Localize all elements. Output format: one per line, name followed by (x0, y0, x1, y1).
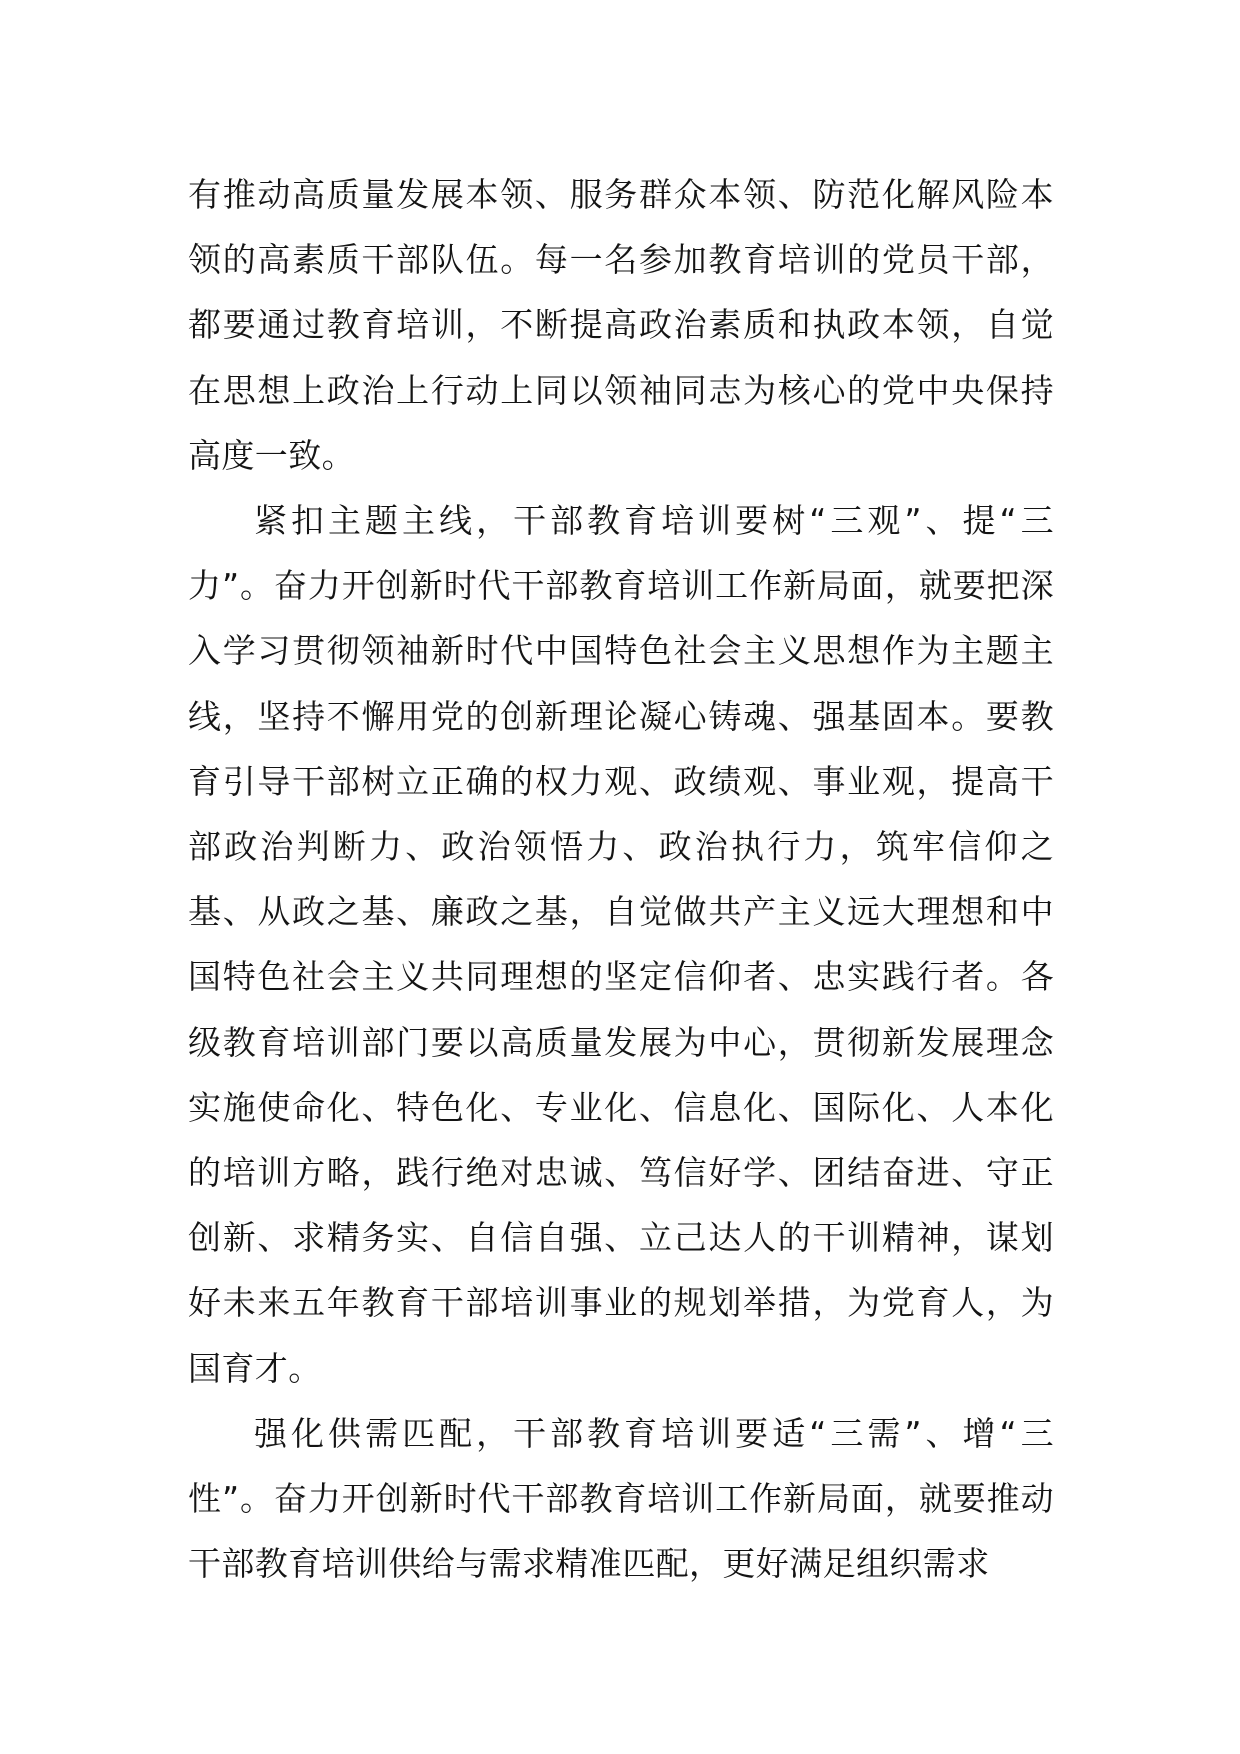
document-body (188, 162, 1054, 1596)
paragraph-2: 紧扣主题主线，干部教育培训要树“三观”、提“三力”。奋力开创新时代干部教育培训工作新局面，就要把深入学习贯彻领袖新时代中国特色社会主义思想作为主题主线，坚持不懈用党的创新理论凝心铸魂、强基固本。要教育引导干部树立正确的权力观、政绩观、事业观，提高干部政治判断力、政治领悟力、政治执行力，筑牢信仰之基、从政之基、廉政之基，自觉做共产主义远大理想和中国特色社会主义共同理想的坚定信仰者、忠实践行者。各级教育培训部门要以高质量发展为中心，贯彻新发展理念实施使命化、特色化、专业化、信息化、国际化、人本化的培训方略，践行绝对忠诚、笃信好学、团结奋进、守正创新、求精务实、自信自强、立己达人的干训精神，谋划好未来五年教育干部培训事业的规划举措，为党育人，为国育才。 (188, 501, 1054, 1388)
paragraph-3: 强化供需匹配，干部教育培训要适“三需”、增“三性”。奋力开创新时代干部教育培训工作新局面，就要推动干部教育培训供给与需求精准匹配，更好满足组织需求 (188, 1413, 1054, 1584)
paragraph-1: 有推动高质量发展本领、服务群众本领、防范化解风险本领的高素质干部队伍。每一名参加教育培训的党员干部，都要通过教育培训，不断提高政治素质和执政本领，自觉在思想上政治上行动上同以领袖同志为核心的党中央保持高度一致。 (188, 175, 1054, 475)
